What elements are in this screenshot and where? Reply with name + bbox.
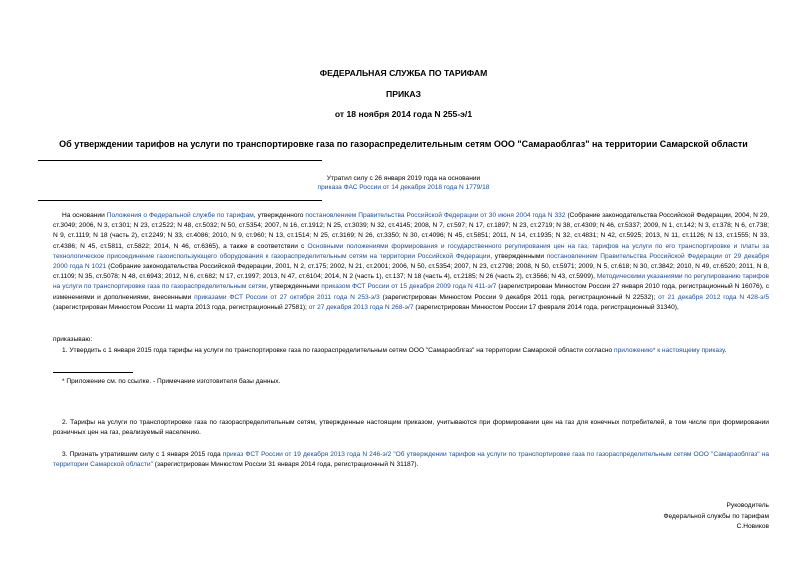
link-basic-provisions[interactable]: Основными положениями формирования и государственного регулирования цен на газ, тарифов на услуги по его транспортировке и платы за технологическое присоединение газоиспользующего оборудования к газораспределительным сетям на территории Российской Федерации xyxy=(53,242,769,260)
preamble-text: , утвержденными xyxy=(266,283,322,291)
item-1-text: . xyxy=(724,347,727,354)
document-title: Об утверждении тарифов на услуги по транспортировке газа по газораспределительным сетям ООО "Самараоблгаз" на территории Самарской области xyxy=(59,139,748,149)
footnote-divider xyxy=(53,372,133,373)
preamble-text: , утвержденными xyxy=(490,252,547,260)
preamble-text: (Собрание законодательства Российской Федерации, 2004, N 29, ст.3049; 2006, N 3, ст.301; N 23, ст.2522; N 48, ст.5032; N 50, ст.5354; 2007, N 16, ст.1912; N 25, ст.3039; N 32, ст.4145; 2008, N 7, ст.597; N 17, ст.1897; N 23, ст.2719; N 38, ст.4309; N 46, ст.5337; 2009, N 1, ст.142; N 3, ст.378; N 6, ст.738; N 9, ст.1119; N 18 (часть 2), ст.2249; N 33, ст.4086; 2010, N 9, ст.960; N 13, ст.1514; N 25, ст.3169; N 26, ст.3350; N 30, ст.4096; N 45, ст.5851; 2011, N 14, ст.1935; N 32, ст.4831; N 42, ст.5925; 2013, N 11, ст.1126; N 13, ст.1555; N 33, ст.4386; N 45, ст.5811, ст.5822; 2014, N 46, ст.6365), а также в соответствии с xyxy=(53,212,769,250)
signature-name: С.Новиков xyxy=(736,523,769,530)
footnote: * Приложение см. по ссылке. - Примечание изготовителя базы данных. xyxy=(62,378,281,385)
preamble-text: (зарегистрирован Минюстом России 11 марта 2013 года, регистрационный 27581); xyxy=(53,303,309,311)
loss-of-force-text: Утратил силу с 26 января 2019 года на основании xyxy=(326,175,481,182)
signature-organization: Федеральной службы по тарифам xyxy=(663,512,769,520)
signature-block xyxy=(664,501,770,533)
preamble-text: (зарегистрирован Минюстом России 27 января 2010 года, регистрационный N 16076), с изменениями и дополнениями, внесенными xyxy=(53,283,769,301)
preamble-text: (зарегистрирован Минюстом России 9 декабря 2011 года, регистрационный N 22532); xyxy=(379,293,659,301)
preamble-text: (Собрание законодательства Российской Федерации, 2001, N 2, ст.175; 2002, N 21, ст.2001; 2006, N 50, ст.5354; 2007, N 23, ст.2798; 2008, N 50, ст.5971; 2009, N 5, ст.618; N 30, ст.3842; 2010, N 49, ст.6520; 2011, N 8, ст.1109; N 35, ст.5078; N 48, ст.6943; 2012, N 6, ст.682; N 17, ст.1997; 2013, N 47, ст.6104; 2014, N 2 (часть 1), ст.137; N 18 (часть 4), ст.2185; N 26 (часть 2), ст.3566; N 43, ст.5909), xyxy=(53,263,769,281)
preamble-paragraph xyxy=(53,211,769,313)
link-fst-order-246[interactable]: приказ ФСТ России от 19 декабря 2013 года N 246-э/2 "Об утверждении тарифов на услуги по транспортировке газа по газораспределительным сетям ООО "Самараоблгаз" на территории Самарской области" xyxy=(53,451,769,469)
link-methodical-guidelines[interactable]: Методическими указаниями по регулированию тарифов на услуги по транспортировке газа по газораспределительным сетям xyxy=(53,273,770,291)
link-fst-regulation[interactable]: Положения о Федеральной службе по тарифам xyxy=(106,212,254,219)
link-fst-order-253[interactable]: приказами ФСТ России от 27 октября 2011 года N 253-э/3 xyxy=(194,293,380,301)
preamble-text: На основании xyxy=(62,212,107,219)
preamble-text: (зарегистрирован Минюстом России 17 февраля 2014 года, регистрационный 31340), xyxy=(413,303,679,311)
item-3-paragraph xyxy=(53,450,769,470)
signature-position: Руководитель xyxy=(726,502,769,509)
document-date: от 18 ноября 2014 года N 255-э/1 xyxy=(334,109,473,119)
preamble-text: , утвержденного xyxy=(253,212,306,219)
link-appendix[interactable]: приложению* к настоящему приказу xyxy=(614,347,725,354)
item-3-text: 3. Признать утратившим силу с 1 января 2015 года xyxy=(62,451,223,458)
link-fst-order-268[interactable]: от 27 декабря 2013 года N 268-э/7 xyxy=(308,303,414,311)
link-government-decree-1021[interactable]: постановлением Правительства Российской Федерации от 29 декабря 2000 года N 1021 xyxy=(53,252,769,271)
link-fst-order-428[interactable]: от 21 декабря 2012 года N 428-э/5 xyxy=(658,293,769,301)
divider-bottom xyxy=(38,200,322,201)
divider-top xyxy=(38,160,322,161)
item-1-paragraph xyxy=(53,346,769,356)
item-3-text: (зарегистрирован Минюстом России 31 января 2014 года, регистрационный N 31187). xyxy=(152,461,419,469)
loss-of-force-link[interactable]: приказа ФАС России от 14 декабря 2018 года N 1779/18 xyxy=(317,184,490,191)
order-word: приказываю: xyxy=(53,336,93,343)
item-2-paragraph: 2. Тарифы на услуги по транспортировке газа по газораспределительным сетям, утвержденные настоящим приказом, учитываются при формировании цен на газ для конечных потребителей, в том числе при формировании розничных цен на газ, реализуемый населению. xyxy=(53,419,769,437)
item-1-text: 1. Утвердить с 1 января 2015 года тарифы на услуги по транспортировке газа по газораспределительным сетям ООО "Самараоблгаз" на территории Самарской области согласно xyxy=(62,347,615,354)
loss-of-force-notice xyxy=(0,174,807,192)
document-type: ПРИКАЗ xyxy=(386,89,421,99)
agency-name: ФЕДЕРАЛЬНАЯ СЛУЖБА ПО ТАРИФАМ xyxy=(319,68,488,78)
link-government-decree-332[interactable]: постановлением Правительства Российской Федерации от 30 июня 2004 года N 332 xyxy=(305,212,566,219)
link-fst-order-411[interactable]: приказом ФСТ России от 15 декабря 2009 года N 411-э/7 xyxy=(321,283,497,291)
